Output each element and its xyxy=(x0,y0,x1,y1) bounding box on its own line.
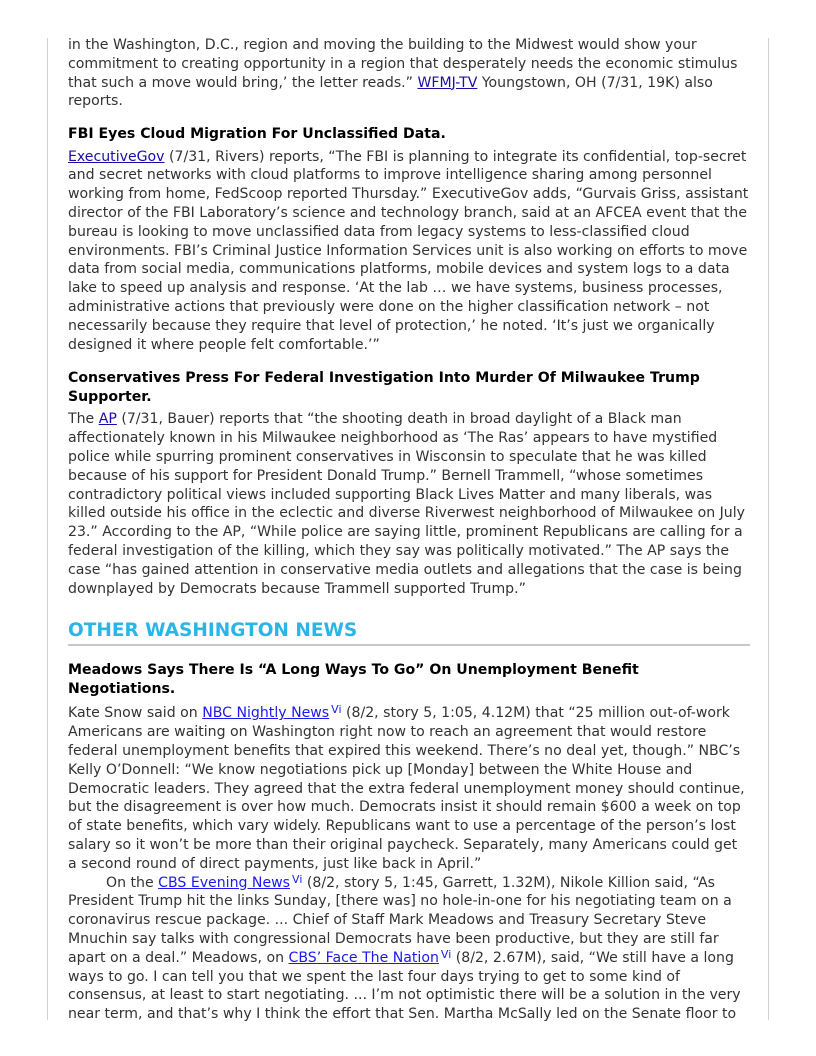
face-the-nation-link[interactable]: CBS’ Face The Nation xyxy=(288,949,439,966)
cbs-evening-news-link[interactable]: CBS Evening News xyxy=(158,874,291,891)
fbi-paragraph: ExecutiveGov (7/31, Rivers) reports, “The FBI is planning to integrate its confidential, top-secret and secret networks with cloud platforms to improve intelligence sharing among personnel working from home, FedScoop reported Thursday.” ExecutiveGov adds, “Gurvais Griss, assistant director of the FBI Laboratory’s science and technology branch, said at an AFCEA event that the bureau is looking to move unclassified data from legacy systems to less-classified cloud environments. FBI’s Criminal Justice Information Services unit is also working on efforts to move data from social media, communications platforms, mobile devices and system logs to a data lake to speed up analysis and response. ‘At the lab … we have systems, business processes, administrative actions that previously were done on the higher classification network – not necessarily because they require that level of protection,’ he noted. ‘It’s just we organically designed it where people felt comfortable.’” xyxy=(68,148,749,353)
intro-paragraph: in the Washington, D.C., region and moving the building to the Midwest would show your commitment to creating opportunity in a region that desperately needs the economic stimulus that such a move would bring,’ the letter reads.” WFMJ-TV Youngstown, OH (7/31, 19K) also reports. xyxy=(68,37,738,110)
video-icon[interactable]: Vi xyxy=(440,947,452,961)
document-body xyxy=(68,36,750,1024)
video-icon[interactable]: Vi xyxy=(331,703,342,717)
executivegov-link[interactable]: ExecutiveGov xyxy=(68,148,165,165)
section-title: OTHER WASHINGTON NEWS xyxy=(68,620,750,646)
page-border-right xyxy=(768,38,769,1020)
fbi-headline: FBI Eyes Cloud Migration For Unclassified Data. xyxy=(68,126,446,143)
video-icon[interactable]: Vi xyxy=(292,872,303,886)
meadows-paragraph-1: Kate Snow said on NBC Nightly News $^{Vi}$ (8/2, story 5, 1:05, 4.12M) that “25 million out-of-work Americans are waiting on Washington right now to reach an agreement that would restore federal unemployment benefits that expired this weekend. There’s no deal yet, though.” NBC’s Kelly O’Donnell: “We know negotiations pick up [Monday] between the White House and Democratic leaders. They agreed that the extra federal unemployment money should continue, but the disagreement is over how much. Democrats insist it should remain $600 a week on top of state benefits, which vary widely. Republicans want to use a percentage of the person’s lost salary so it won’t be more than their original paycheck. Separately, many Americans could get a second round of direct payments, just like back in April.” xyxy=(68,703,745,872)
page-border-left xyxy=(47,38,48,1020)
milwaukee-paragraph: The AP (7/31, Bauer) reports that “the shooting death in broad daylight of a Black man affectionately known in his Milwaukee neighborhood as ‘The Ras’ appears to have mystified police while spurring prominent conservatives in Wisconsin to speculate that he was killed because of his support for President Donald Trump.” Bernell Trammell, “whose sometimes contradictory political views included supporting Black Lives Matter and many liberals, was killed outside his office in the eclectic and diverse Riverwest neighborhood of Milwaukee on July 23.” According to the AP, “While police are saying little, prominent Republicans are calling for a federal investigation of the killing, which they say was politically motivated.” The AP says the case “has gained attention in conservative media outlets and allegations that the case is being downplayed by Democrats because Trammell supported Trump.” xyxy=(68,411,745,597)
meadows-headline: Meadows Says There Is “A Long Ways To Go” On Unemployment Benefit Negotiations. xyxy=(68,662,639,697)
nbc-nightly-news-link[interactable]: NBC Nightly News xyxy=(202,705,330,722)
wfmj-link[interactable]: WFMJ-TV xyxy=(417,74,478,91)
milwaukee-headline: Conservatives Press For Federal Investigation Into Murder Of Milwaukee Trump Supporter. xyxy=(68,370,700,405)
ap-link[interactable]: AP xyxy=(98,411,117,428)
meadows-paragraph-2: On the CBS Evening News $^{Vi}$ (8/2, story 5, 1:45, Garrett, 1.32M), Nikole Killion said, “As President Trump hit the links Sunday, [there was] no hole-in-one for his negotiating team on a coronavirus rescue package. ... Chief of Staff Mark Meadows and Treasury Secretary Steve Mnuchin say talks with congressional Democrats have been productive, but they are still far apart on a deal.” Meadows, on CBS’ Face The Nation $^{Vi}$ (8/2, 2.67M), said, “We still have a long ways to go. I can tell you that we spent the last four days trying to get to some kind of consensus, at least to start negotiating. ... I’m not optimistic there will be a solution in the very near term, and that’s why I think the effort that Sen. Martha McSally led on the Senate floor to xyxy=(68,872,741,1023)
